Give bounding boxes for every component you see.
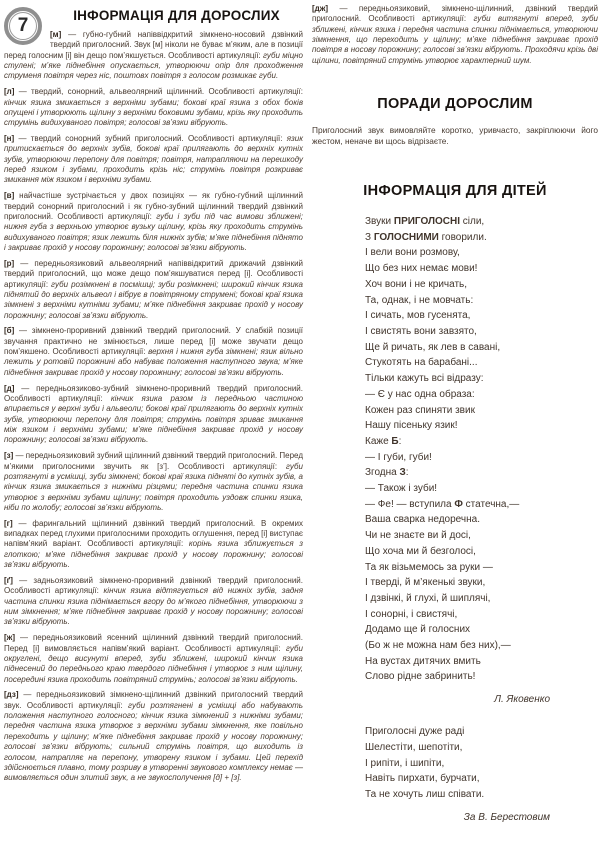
articulation-detail: губи розтягнуті в усмішці, зуби зімкнені; бокові краї язика підняті до кутніх зубів, а кінчик язика змикається з нижніми різцями; передня частина спинки язика утворює з верхніми зубами щілину; повітря проходить уздовж спинки язика, ніби по жолобу; голосові зв’язки вібрують. <box>4 461 303 512</box>
articulation-detail: язик притискається до верхніх зубів, бокові краї прилягають до верхніх кутніх зубів, утворюючи перепону для повітря; повітря, натрапляючи на перешкоду перед язиком і зубами, проходить крізь ніс; струмінь повітря розкриває змикання між язиком і верхніми зубами. <box>4 134 303 185</box>
poem-line: Хоч вони і не кричать, <box>365 278 468 290</box>
articulation-detail: губи витягнуті вперед, зуби зближені, кінчик язика і передня частина спинки піднімається, утворюючи зімкнення, що переходить у щілину; м’яке піднебіння закриває прохід повітря в носову порожнину; голосові зв’язки вібрують. Проходячи крізь дві щілини, повітряний струмінь утворює характерний шум. <box>312 14 598 65</box>
articulation-detail: кінчик язика разом із передньою частиною впирається у верхні зуби і альвеоли; бокові краї прилягають до верхніх кутніх зубів, утворюючи перепону для повітря; струмінь повітря зриває змикання між язиком і верхніми зубами; м’яке піднебіння закриває прохід у носову порожнину; голосові зв’язки вібрують. <box>4 394 303 445</box>
poem-line: Чи не знаєте ви й досі, <box>365 530 471 542</box>
poem-line: Ще й ричать, як лев в савані, <box>365 341 501 353</box>
phoneme-paragraph: [ґ] — задньоязиковий зімкнено-проривний дзвінкий твердий приголосний. Особливості артикуляції: кінчик язика відтягується від нижніх зубів, задня частина спинки язика піднімається вгору до м’якого піднебіння, утворюючи з ним зімкнення; м’яке піднебіння закриває прохід у носову порожнину; голосові зв’язки вібрують. <box>4 576 303 627</box>
advice-heading: ПОРАДИ ДОРОСЛИМ <box>377 96 533 113</box>
poem-line: І дзвінкі, й глухі, й шиплячі, <box>365 592 491 604</box>
children-poem-2 <box>365 724 598 803</box>
articulation-detail: губи розімкнені в посмішці; зуби розімкнені; широкий кінчик язика піднятий до верхніх альвеол і вібрує в повітряному струмені; бокові краї язика зімкнені з верхніми кутніми зубами; м’яке піднебіння закриває прохід у носову порожнину; голосові зв’язки вібрують. <box>4 279 303 320</box>
phoneme-paragraph: [дз] — передньоязиковий зімкнено-щілинний дзвінкий приголосний твердий звук. Особливості артикуляції: губи розтягнені в усмішці або набувають положення наступного голосного; кінчик язика зімкнений з нижніми зубами; передня частина язика утворює з верхніми зубами зімкнення, яке повільно переходить у щілину; м’яке піднебіння закриває прохід у носову порожнину; голосові зв’язки вібрують; сильний струмінь повітря, що виходить із голосом, натрапляє на перепону, утворену язиком і зубами. Цей перехід здійснюється плавно, тому розриву в утворенні звукового комплексу немає — вимовляється один злитий звук, а не звукосполучення [д] + [з]. <box>4 690 303 783</box>
poem-line: Що без них немає мови! <box>365 263 478 275</box>
adult-paragraphs <box>4 30 303 784</box>
phoneme-paragraph: [з] — передньоязиковий зубний щілинний дзвінкий твердий приголосний. Перед м’якими приголосними звучить як [з’]. Особливості артикуляції: губи розтягнуті в усмішці, зуби зімкнені; бокові краї язика підняті до кутніх зубів, а кінчик язика змикається з нижніми різцями; передня частина спинки язика утворює з верхніми зубами щілину; повітря проходить уздовж спинки язика, ніби по жолобу; голосові зв’язки вібрують. <box>4 451 303 512</box>
phoneme-symbol: [л] <box>4 87 15 97</box>
poem-line: І сонорні, і свистячі, <box>365 608 458 620</box>
phoneme-paragraph: [б] — зімкнено-проривний дзвінкий твердий приголосний. У слабкій позиції звучання практично не змінюється, лише перед [і] може звучати дещо пом’якшено. Особливості артикуляції: верхня і нижня губа зімкнені; язик вільно лежить у ротовій порожнині або набуває положення наступного звука; м’яке піднебіння закриває прохід у носову порожнину; голосові зв’язки вібрують. <box>4 326 304 377</box>
children-heading: ІНФОРМАЦІЯ ДЛЯ ДІТЕЙ <box>363 183 547 200</box>
poem-line: І рипіти, і шипіти, <box>365 757 445 769</box>
articulation-detail: губи розтягнені в усмішці або набувають положення наступного голосного; кінчик язика зімкнений з нижніми зубами; передня частина язика утворює з верхніми зубами зімкнення, яке повільно переходить у щілину; м’яке піднебіння закриває прохід у носову порожнину; голосові зв’язки вібрують; сильний струмінь повітря, що виходить із голосом, натрапляє на перепону, утворену язиком і зубами. Цей перехід здійснюється плавно, тому розриву в утворенні звукового комплексу немає — вимовляється один злитий звук, а не звукосполучення [д] + [з]. <box>4 700 303 783</box>
poem-line: Приголосні дуже раді <box>365 726 465 738</box>
phoneme-paragraph: [д] — передньоязиково-зубний зімкнено-проривний твердий приголосний. Особливості артикуляції: кінчик язика разом із передньою частиною впирається у верхні зуби і альвеоли; бокові краї прилягають до верхніх кутніх зубів, утворюючи перепону для повітря; струмінь повітря зриває змикання між язиком і верхніми зубами; м’яке піднебіння закриває прохід у носову порожнину; голосові зв’язки вібрують. <box>4 383 303 445</box>
poem-line: Навіть пирхати, бурчати, <box>365 773 480 785</box>
articulation-detail: кінчик язика відтягується від нижніх зубів, задня частина спинки язика піднімається вгору до м’якого піднебіння, утворюючи з ним зімкнення; м’яке піднебіння закриває прохід у носову порожнину; голосові зв’язки вібрують. <box>4 586 303 627</box>
poem-line: Згодна З: <box>365 467 409 479</box>
poem-line: Та не хочуть лиш співати. <box>365 788 485 800</box>
poem-line: Та, однак, і не мовчать: <box>365 294 474 306</box>
poem-line: Каже Б: <box>365 435 402 447</box>
phoneme-symbol: [г] <box>4 518 13 528</box>
poem2-author: За В. Берестовим <box>463 811 550 823</box>
articulation-detail: корінь язика зближується з глоткою; м’яке піднебіння закриває прохід у носову порожнину; голосові зв’язки вібрують. <box>4 539 303 570</box>
right-column <box>312 4 598 823</box>
phoneme-symbol: [ґ] <box>4 576 13 585</box>
phoneme-symbol: [дз] <box>4 690 19 700</box>
phoneme-symbol: [в] <box>4 191 15 201</box>
poem-line: — Також і зуби! <box>365 483 438 495</box>
lesson-number: 7 <box>9 12 37 40</box>
phoneme-paragraph: [н] — твердий сонорний зубний приголосний. Особливості артикуляції: язик притискається до верхніх зубів, бокові краї прилягають до верхніх кутніх зубів, утворюючи перепону для повітря; повітря, натрапляючи на перешкоду перед язиком і зубами, проходить крізь ніс; струмінь повітря розкриває змикання між язиком і верхніми зубами. <box>4 134 303 185</box>
phoneme-symbol: [дж] <box>312 4 329 13</box>
poem-line: Звуки ПРИГОЛОСНІ сіли, <box>365 216 485 228</box>
articulation-detail: губи округлені, дещо висунуті вперед, зуби зближені, широкий кінчик язика піднесений до переднього краю твердого піднебіння і утворює з ним щілину, посередині язика проходить повітряний струмінь; голосові зв’язки вібрують. <box>4 643 303 684</box>
poem-line: Ваша сварка недоречна. <box>365 514 480 526</box>
phoneme-symbol: [р] <box>4 258 15 268</box>
phoneme-symbol: [н] <box>4 134 15 144</box>
phoneme-paragraph: [в] найчастіше зустрічається у двох позиціях — як губно-губний щілинний твердий сонорний приголосний і як губно-зубний щілинний твердий дзвінкий приголосний. Особливості артикуляції: губи і зуби під час вимови зближені; нижня губа з верхньою утворює вузьку щілину, крізь яку проходить струмінь видихуваного повітря; язик лежить біля нижніх зубів; м’яке піднебіння піднято і закриває прохід у носову порожнину; голосові зв’язки вібрують. <box>4 191 304 253</box>
phoneme-symbol: [ж] <box>4 633 15 643</box>
poem-line: І тверді, й м’якенькі звуки, <box>365 577 486 589</box>
phoneme-paragraph: [л] — твердий, сонорний, альвеолярний щілинний. Особливості артикуляції: кінчик язика змикається з верхніми зубами; бокові краї язика з обох боків опущені і утворюють щілину з верхніми боковими зубами, крізь яку проходить струмінь видихуваного повітря; голосові зв’язки вібрують. <box>4 87 303 128</box>
poem-line: Шелестіти, шепотіти, <box>365 741 463 753</box>
poem-line: І сичать, мов гусенята, <box>365 310 471 322</box>
adults-heading: ІНФОРМАЦІЯ ДЛЯ ДОРОСЛИХ <box>73 8 280 23</box>
phoneme-paragraph: [ж] — передньоязиковий ясенний щілинний дзвінкий твердий приголосний. Перед [і] вимовляється напівм’який варіант. Особливості артикуляції: губи округлені, дещо висунуті вперед, зуби зближені, широкий кінчик язика піднесений до переднього краю твердого піднебіння і утворює з ним щілину, посередині язика проходить повітряний струмінь; голосові зв’язки вібрують. <box>4 633 303 684</box>
articulation-detail: губи і зуби під час вимови зближені; нижня губа з верхньою утворює вузьку щілину, крізь яку проходить струмінь видихуваного повітря; язик лежить біля нижніх зубів; м’яке піднебіння піднято і закриває прохід у носову порожнину; голосові зв’язки вібрують. <box>4 212 304 253</box>
phoneme-symbol: [д] <box>4 383 15 393</box>
poem-line: Що хоча ми й безголосі, <box>365 545 476 557</box>
poem-line: З ГОЛОСНИМИ говорили. <box>365 231 487 243</box>
adults-column <box>4 5 303 789</box>
lesson-number-badge <box>4 7 42 45</box>
phoneme-symbol: [з] <box>4 451 14 461</box>
phoneme-symbol: [м] <box>50 30 62 39</box>
poem-line: — Фе! — вступила Ф статечна,— <box>365 498 520 510</box>
poem-line: Та як візьмемось за руки — <box>365 561 493 573</box>
poem-line: (Бо ж не можна нам без них),— <box>365 640 511 652</box>
poem-line: Слово рідне забринить! <box>365 671 476 683</box>
phoneme-symbol: [б] <box>4 326 15 336</box>
phoneme-paragraph: [м] — губно-губний напіввідкритий зімкнено-носовий дзвінкий твердий приголосний. Звук [м] ніколи не буває м’яким, але в позиції перед голосним [і] він дещо пом’якшується. Особливості артикуляції: губи міцно стулені; м’яке піднебіння опускається, утворюючи опір для проходження струменя повітря через ніс, поштовх повітря з голосом розмикає губи. <box>4 30 303 81</box>
poem-line: Нашу пісеньку язик! <box>365 420 458 432</box>
poem-line: Додамо ще й голосних <box>365 624 471 636</box>
articulation-detail: губи міцно стулені; м’яке піднебіння опускається, утворюючи опір для проходження струменя повітря через ніс, поштовх повітря з голосом розмикає губи. <box>4 50 303 81</box>
phoneme-paragraph: [г] — фарингальний щілинний дзвінкий твердий приголосний. В окремих випадках перед глухими приголосними проходить оглушення, перед [і] виступає напівм’який варіант. Особливості артикуляції: корінь язика зближується з глоткою; м’яке піднебіння закриває прохід у носову порожнину; голосові зв’язки вібрують. <box>4 518 303 570</box>
poem-line: — І губи, губи! <box>365 451 432 463</box>
children-poem <box>365 214 598 685</box>
poem-line: І свистять вони завзято, <box>365 325 477 337</box>
poem-author: Л. Яковенко <box>494 694 550 706</box>
poem-line: На вустах дитячих вмить <box>365 655 481 667</box>
poem-line: Кожен раз спиняти звик <box>365 404 475 416</box>
dzh-paragraph-container <box>312 4 598 66</box>
articulation-detail: кінчик язика змикається з верхніми зубами; бокові краї язика з обох боків опущені і утворюють щілину з верхніми боковими зубами, крізь яку проходить струмінь видихуваного повітря; голосові зв’язки вібрують. <box>4 97 303 128</box>
phoneme-paragraph: [дж] — передньоязиковий, зімкнено-щілинний, дзвінкий твердий приголосний. Особливості артикуляції: губи витягнуті вперед, зуби зближені, кінчик язика і передня частина спинки піднімається, утворюючи зімкнення, що переходить у щілину; м’яке піднебіння закриває прохід повітря в носову порожнину; голосові зв’язки вібрують. Проходячи крізь дві щілини, повітряний струмінь утворює характерний шум. <box>312 4 598 65</box>
articulation-detail: верхня і нижня губа зімкнені; язик вільно лежить у ротовій порожнині або набуває положення наступного звука; м’яке піднебіння закриває прохід у носову порожнину; голосові зв’язки вібрують. <box>4 347 304 377</box>
poem-line: І вели вони розмову, <box>365 247 460 259</box>
poem-line: Тільки кажуть всі відразу: <box>365 373 484 385</box>
advice-text: Приголосний звук вимовляйте коротко, уривчасто, закріплюючи його жестом, неначе ви щось відрізаєте. <box>312 125 598 147</box>
poem-line: Стукотять на барабані... <box>365 357 478 369</box>
poem-line: — Є у нас одна образа: <box>365 388 475 400</box>
phoneme-paragraph: [р] — передньоязиковий альвеолярний напіввідкритий дрижачий дзвінкий твердий приголосний, що може дещо пом’якшуватися перед [і]. Особливості артикуляції: губи розімкнені в посмішці; зуби розімкнені; широкий кінчик язика піднятий до верхніх альвеол і вібрує в повітряному струмені; бокові краї язика зімкнені з верхніми кутніми зубами; м’яке піднебіння закриває прохід у носову порожнину; голосові зв’язки вібрують. <box>4 258 303 320</box>
